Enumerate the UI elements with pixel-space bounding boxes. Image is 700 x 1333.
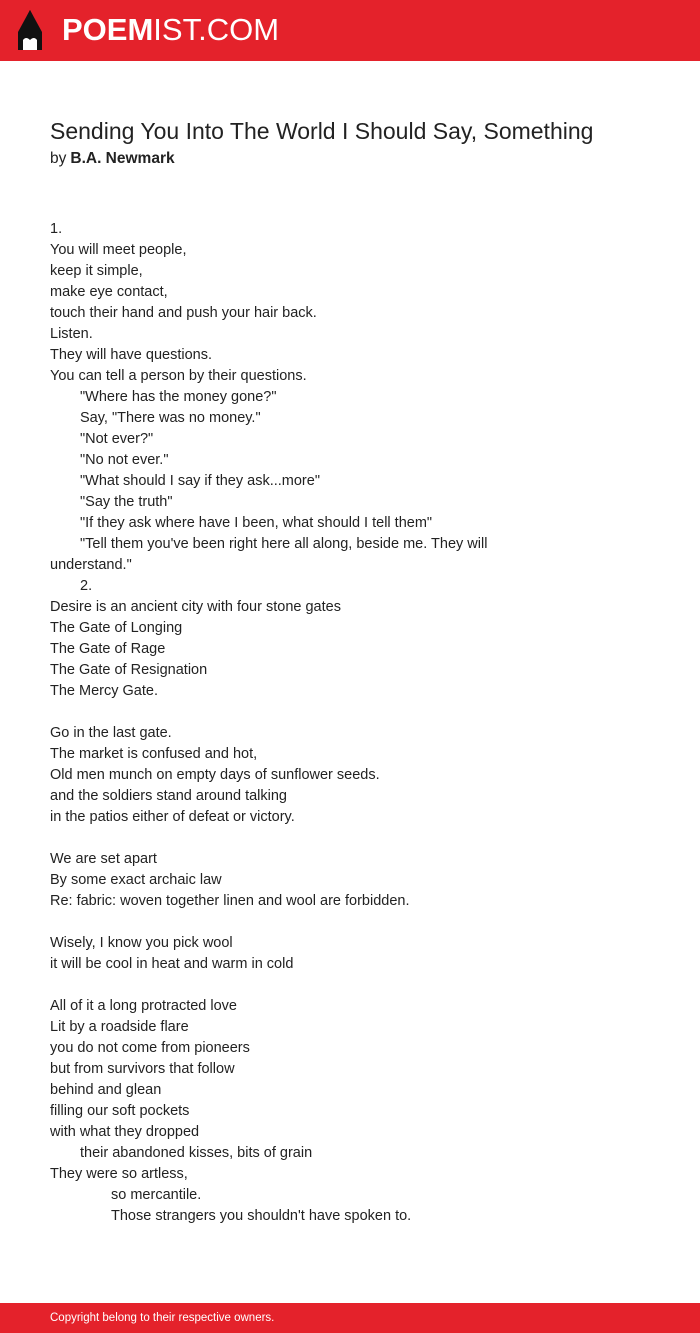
poem-line: Say, "There was no money." — [80, 410, 261, 426]
poem-line: "Say the truth" — [80, 494, 173, 510]
poem-line: Desire is an ancient city with four stone gates — [50, 599, 341, 615]
stanza-break — [50, 828, 660, 849]
poem-line: "What should I say if they ask...more" — [80, 473, 320, 489]
poem-title: Sending You Into The World I Should Say, Something — [50, 118, 594, 144]
poem-line: The Gate of Longing — [50, 620, 183, 636]
poem-line: You will meet people, — [50, 242, 187, 258]
poem-line: Lit by a roadside flare — [50, 1019, 189, 1035]
poem-body — [50, 219, 660, 1227]
poem-line: Listen. — [50, 326, 93, 342]
poem-line: You can tell a person by their questions. — [50, 368, 307, 384]
poem-line: but from survivors that follow — [50, 1061, 235, 1077]
poem-line: behind and glean — [50, 1082, 162, 1098]
logo-light-text: IST.COM — [153, 12, 280, 47]
poem-line: Old men munch on empty days of sunflower seeds. — [50, 767, 380, 783]
by-label: by — [50, 150, 67, 167]
pencil-icon[interactable] — [18, 10, 42, 52]
poem-line: The market is confused and hot, — [50, 746, 258, 762]
poem-line: touch their hand and push your hair back. — [50, 305, 317, 321]
poem-line: By some exact archaic law — [50, 872, 222, 888]
site-header — [0, 0, 700, 61]
poem-line: "Where has the money gone?" — [80, 389, 277, 405]
stanza-break — [50, 702, 660, 723]
poem-line: The Gate of Rage — [50, 641, 166, 657]
poem-line: Wisely, I know you pick wool — [50, 935, 233, 951]
poem-line: and the soldiers stand around talking — [50, 788, 287, 804]
poem-line: "Tell them you've been right here all along, beside me. They will — [80, 536, 488, 552]
poem-line: The Mercy Gate. — [50, 683, 158, 699]
poem-line: Those strangers you shouldn't have spoken to. — [111, 1208, 412, 1224]
poem-line: They were so artless, — [50, 1166, 188, 1182]
poem-line: make eye contact, — [50, 284, 168, 300]
poem-line: with what they dropped — [50, 1124, 200, 1140]
poem-line: keep it simple, — [50, 263, 143, 279]
poem-line: you do not come from pioneers — [50, 1040, 250, 1056]
poem-line: All of it a long protracted love — [50, 998, 237, 1014]
poem-line: The Gate of Resignation — [50, 662, 208, 678]
poem-line: filling our soft pockets — [50, 1103, 190, 1119]
poem-line: They will have questions. — [50, 347, 212, 363]
poem-line: it will be cool in heat and warm in cold — [50, 956, 294, 972]
stanza-break — [50, 975, 660, 996]
site-logo[interactable] — [62, 12, 279, 48]
poem-line: their abandoned kisses, bits of grain — [80, 1145, 313, 1161]
byline — [50, 149, 175, 169]
poem-line: "No not ever." — [80, 452, 169, 468]
poem-line: Go in the last gate. — [50, 725, 172, 741]
poem-line: Re: fabric: woven together linen and wool are forbidden. — [50, 893, 410, 909]
poem-line: We are set apart — [50, 851, 157, 867]
author-name[interactable]: B.A. Newmark — [70, 150, 175, 167]
poem-line: understand." — [50, 557, 132, 573]
poem-line: "If they ask where have I been, what should I tell them" — [80, 515, 433, 531]
poem-line: "Not ever?" — [80, 431, 154, 447]
poem-line: 1. — [50, 221, 63, 237]
poem-line: 2. — [80, 578, 93, 594]
copyright-text: Copyright belong to their respective owners. — [50, 1312, 275, 1324]
poem-line: so mercantile. — [111, 1187, 202, 1203]
logo-bold-text: POEM — [62, 12, 154, 47]
stanza-break — [50, 912, 660, 933]
poem-line: in the patios either of defeat or victory. — [50, 809, 295, 825]
site-footer — [0, 1303, 700, 1333]
